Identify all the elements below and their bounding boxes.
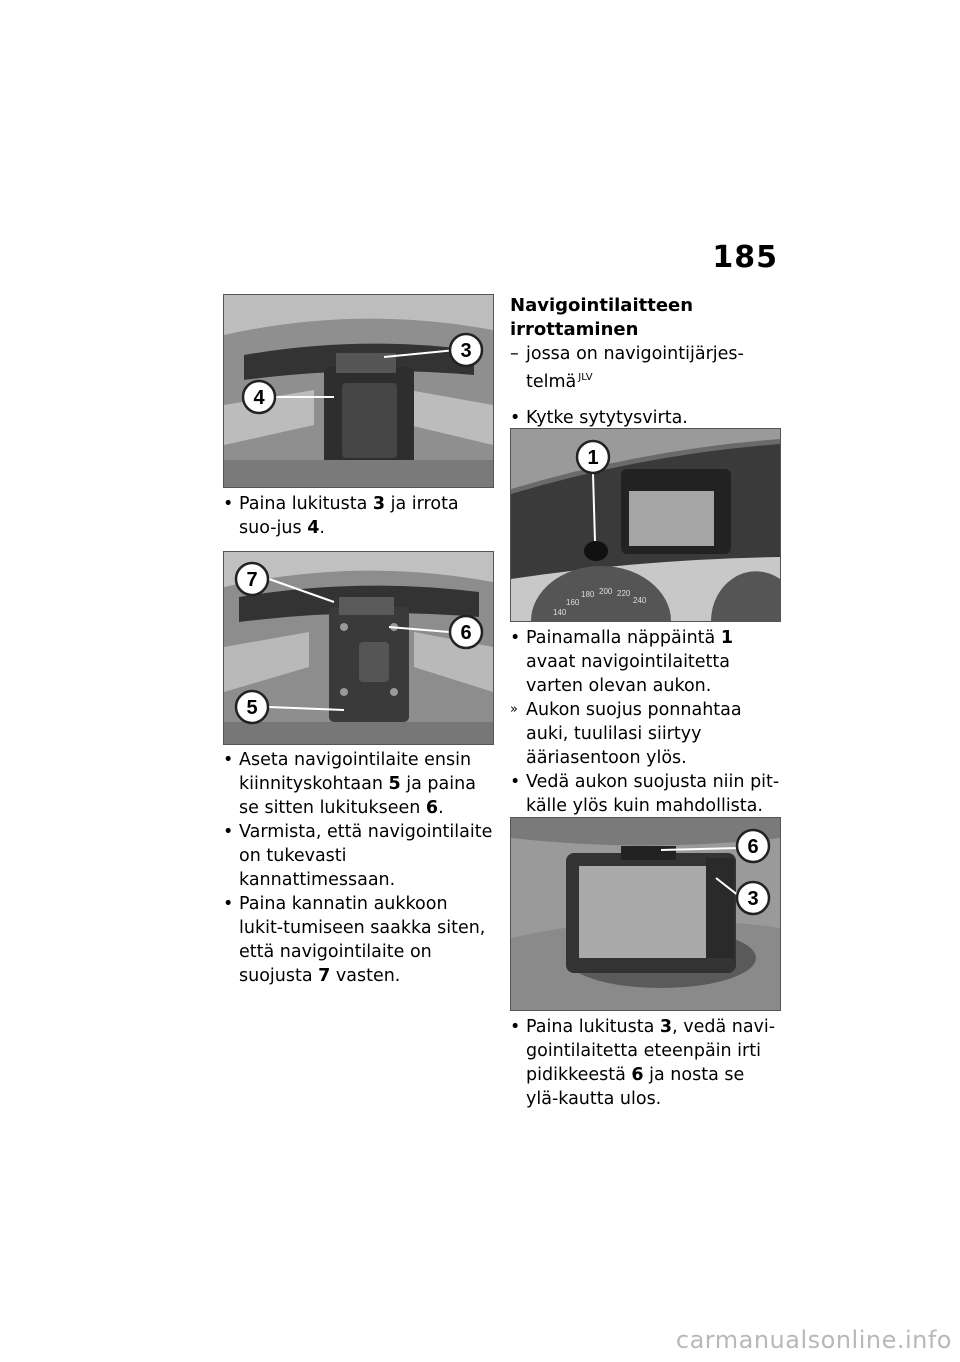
left-step1 [223,492,495,540]
step-press-button [510,626,782,698]
gauge-tick: 180 [581,590,595,599]
ref-number: 7 [318,966,331,986]
step-text: Aseta navigointilaite ensin kiinnityskohtaan [239,750,472,794]
ref-number: 3 [372,494,386,514]
ref-number: 3 [659,1017,673,1037]
watermark [0,1322,960,1362]
left-step-press [223,892,495,988]
bullet: • [223,750,234,770]
step-text: Painamalla näppäintä [526,628,721,648]
step-text: . [438,798,444,818]
fig4-label-3: 3 [747,888,759,910]
step-text: vasten. [330,966,401,986]
ref-number: 6 [631,1065,644,1085]
right-steps-block [510,626,782,818]
condition-text: jossa on navigointijärjes-telmä [526,344,744,392]
right-intro-block [510,294,780,430]
bullet: • [223,494,234,514]
right-last-step-block [510,1015,782,1111]
step-pull-cover [510,770,782,818]
ref-number: 5 [388,774,401,794]
gauge-tick: 200 [599,587,613,596]
step-text: Kytke sytytysvirta. [526,408,688,428]
left-step1-block [223,492,495,540]
bullet: • [510,1017,521,1037]
watermark-text: carmanualsonline.info [675,1326,952,1354]
figure-mount-install-drawing [224,552,493,744]
bullet: • [510,772,521,792]
gauge-tick: 140 [553,608,567,617]
fig1-label-4: 4 [253,387,265,409]
step-text: Paina lukitusta [239,494,373,514]
step-text: ja paina se sitten lukitukseen [239,774,476,818]
ref-number: 4 [307,518,320,538]
figure-nav-device-removal-drawing [511,818,780,1010]
section-heading: Navigointilaitteen irrottaminen [510,295,694,340]
ref-number: 6 [425,798,439,818]
left-step-insert [223,748,495,820]
step-remove-device [510,1015,782,1111]
condition-item [510,342,780,394]
fig2-label-7: 7 [246,569,258,591]
dash: – [510,344,519,364]
fig1-label-3: 3 [460,340,472,362]
bullet: • [223,822,234,842]
bullet: • [510,628,521,648]
step-text: ja irrota suo-jus [239,494,459,538]
page-number: 185 [712,240,778,275]
figure-dashboard-button [510,428,781,622]
figure-dashboard-button-drawing [511,429,780,621]
fig2-label-6: 6 [460,622,472,644]
left-steps-block [223,748,495,988]
step-text: . [319,518,325,538]
result-text: Aukon suojus ponnahtaa auki, tuulilasi siirtyy ääriasentoon ylös. [526,700,742,768]
fig3-label-1: 1 [587,447,599,469]
result-arrow: » [510,702,518,717]
left-step-verify [223,820,495,892]
figure-nav-device-removal [510,817,781,1011]
equipment-code: JLV [578,372,593,383]
bullet: • [223,894,234,914]
fig2-label-5: 5 [246,697,258,719]
step-text: Vedä aukon suojusta niin pit-källe ylös kuin mahdollista. [526,772,780,816]
gauge-tick: 160 [566,598,580,607]
fig4-label-6: 6 [747,836,759,858]
step-text: , vedä navi-gointilaitetta eteenpäin irti pidikkeestä [526,1017,776,1085]
ref-number: 1 [720,628,733,648]
step-ignition [510,406,780,430]
figure-cover-removal [223,294,494,488]
bullet: • [510,408,521,428]
step-text: Paina lukitusta [526,1017,660,1037]
gauge-tick: 220 [617,589,631,598]
step-text: Paina kannatin aukkoon lukit-tumiseen saakka siten, että navigointilaite on suojusta [239,894,486,986]
result-cover-opens [510,698,782,770]
step-text: avaat navigointilaitetta varten olevan aukon. [526,652,731,696]
step-text: ja nosta se ylä-kautta ulos. [526,1065,745,1109]
gauge-tick: 240 [633,596,647,605]
step-text: Varmista, että navigointilaite on tukevasti kannattimessaan. [239,822,493,890]
figure-cover-removal-drawing [224,295,493,487]
figure-mount-install [223,551,494,745]
